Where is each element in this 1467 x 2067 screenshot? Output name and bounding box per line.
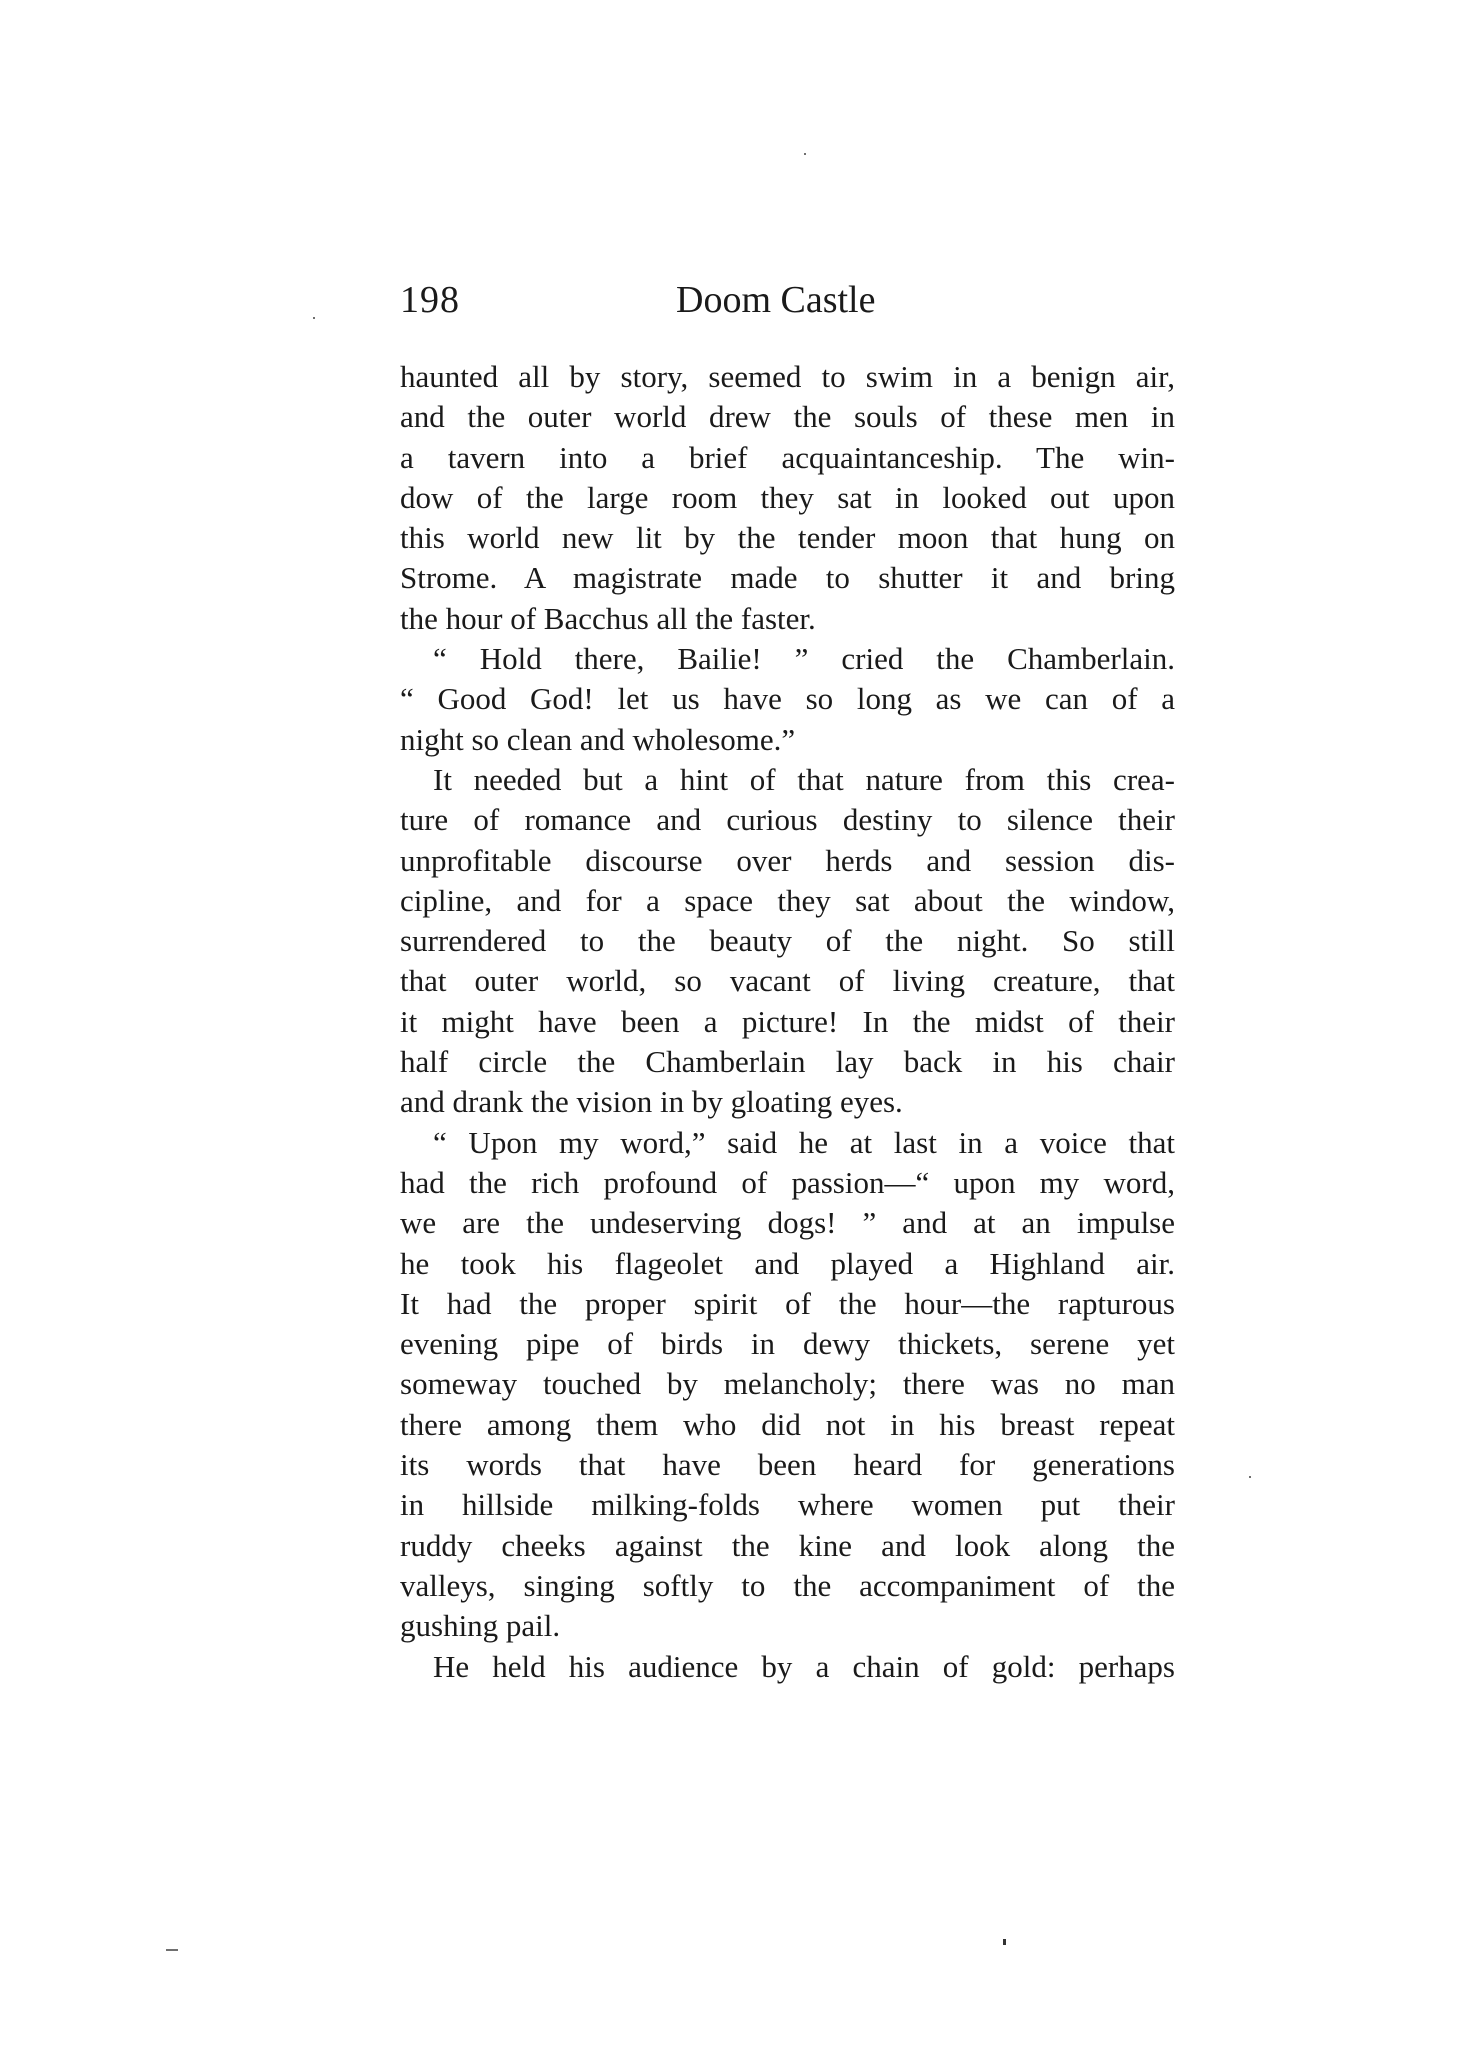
text-line: he took his flageolet and played a Highland air. — [400, 1245, 1175, 1281]
text-line: the hour of Bacchus all the faster. — [400, 600, 816, 636]
text-line: it might have been a picture! In the midst of their — [400, 1003, 1175, 1039]
scan-speck — [1003, 1939, 1006, 1945]
text-line: unprofitable discourse over herds and session dis- — [400, 842, 1175, 878]
scan-speck — [1249, 1476, 1251, 1478]
scan-speck — [804, 153, 806, 155]
text-line: in hillside milking-folds where women put their — [400, 1487, 1175, 1523]
text-line: this world new lit by the tender moon that hung on — [400, 520, 1175, 556]
text-line: “ Upon my word,” said he at last in a voice that — [433, 1124, 1175, 1160]
text-line: someway touched by melancholy; there was no man — [400, 1366, 1175, 1402]
running-title: Doom Castle — [676, 279, 876, 321]
text-line: ture of romance and curious destiny to silence their — [400, 802, 1175, 838]
text-line: we are the undeserving dogs! ” and at an impulse — [400, 1205, 1175, 1241]
page-header — [400, 270, 1175, 330]
text-line: Strome. A magistrate made to shutter it and bring — [400, 560, 1175, 596]
text-line: dow of the large room they sat in looked out upon — [400, 479, 1175, 515]
text-line: haunted all by story, seemed to swim in a benign air, — [400, 359, 1175, 394]
text-line: It had the proper spirit of the hour—the rapturous — [400, 1285, 1175, 1321]
text-line: He held his audience by a chain of gold: perhaps — [433, 1648, 1175, 1684]
text-line: ruddy cheeks against the kine and look along the — [400, 1527, 1175, 1563]
text-line: night so clean and wholesome.” — [400, 721, 796, 757]
text-line: its words that have been heard for generations — [400, 1447, 1175, 1483]
text-line: “ Hold there, Bailie! ” cried the Chamberlain. — [433, 641, 1175, 677]
page-number: 198 — [400, 279, 460, 321]
text-line: and the outer world drew the souls of these men in — [400, 399, 1175, 435]
text-line: and drank the vision in by gloating eyes. — [400, 1084, 903, 1120]
text-line: surrendered to the beauty of the night. So still — [400, 923, 1175, 959]
text-line: valleys, singing softly to the accompaniment of the — [400, 1567, 1175, 1603]
scan-speck — [166, 1949, 178, 1951]
body-text — [400, 357, 1175, 1687]
text-line: that outer world, so vacant of living creature, that — [400, 963, 1175, 999]
text-line: there among them who did not in his breast repeat — [400, 1406, 1175, 1442]
text-line: a tavern into a brief acquaintanceship. The win- — [400, 439, 1175, 475]
text-line: It needed but a hint of that nature from this crea- — [433, 761, 1175, 797]
text-line: evening pipe of birds in dewy thickets, serene yet — [400, 1326, 1175, 1362]
text-line: had the rich profound of passion—“ upon my word, — [400, 1164, 1175, 1200]
text-line: cipline, and for a space they sat about the window, — [400, 882, 1175, 918]
scan-speck — [313, 317, 315, 319]
text-line: half circle the Chamberlain lay back in his chair — [400, 1044, 1175, 1080]
text-line: “ Good God! let us have so long as we can of a — [400, 681, 1175, 717]
text-line: gushing pail. — [400, 1608, 561, 1644]
